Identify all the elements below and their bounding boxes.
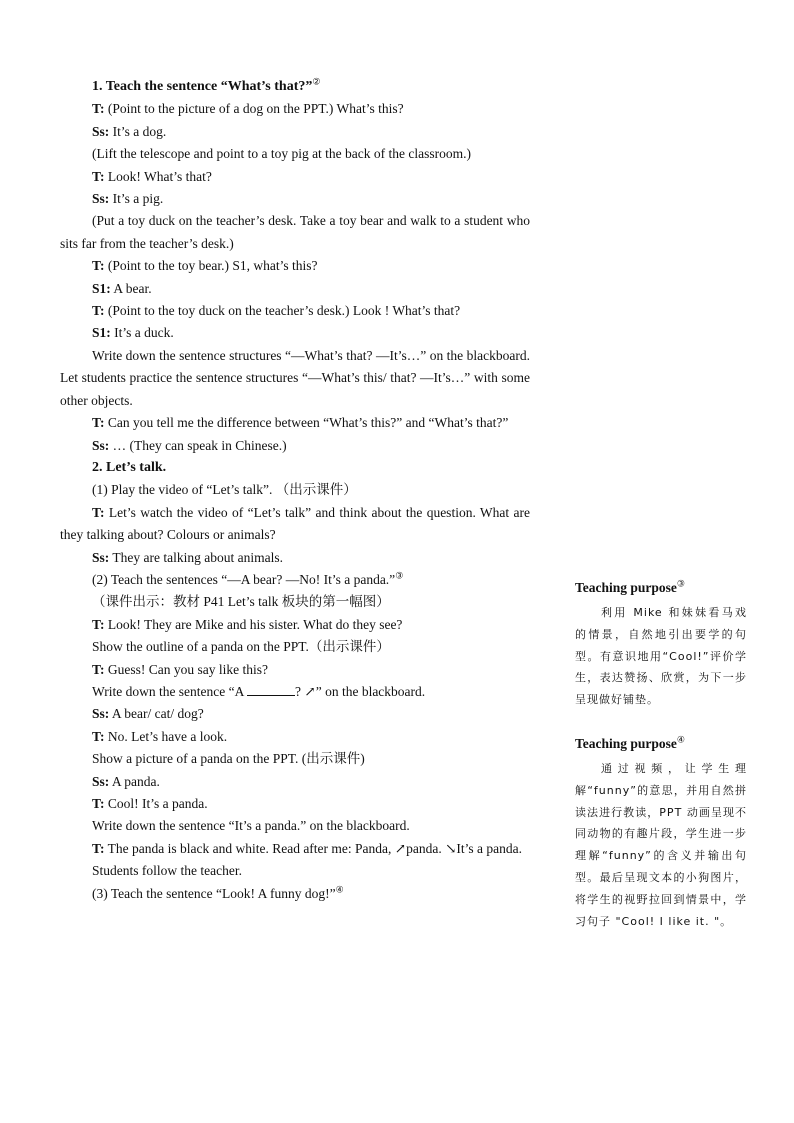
speaker-label: Ss:: [92, 191, 110, 207]
dialogue-line: [60, 412, 530, 434]
line-text: (Point to the picture of a dog on the PPT.) What’s this?: [104, 101, 404, 117]
speaker-label: S1:: [92, 280, 111, 296]
dialogue-line: [60, 345, 530, 412]
speaker-label: T:: [92, 415, 105, 431]
teaching-purpose-title: Teaching purpose④: [575, 734, 685, 751]
line-text: (Point to the toy bear.) S1, what’s this?: [104, 258, 318, 274]
speaker-label: T:: [92, 840, 105, 856]
footnote-mark: ②: [312, 76, 321, 87]
dialogue-line: [60, 166, 530, 188]
teaching-purpose-body: 通过视频，让学生理解“funny”的意思，并用自然拼读法进行教读，PPT 动画呈现不同动物的有趣片段，学生进一步理解“funny”的含义并输出句型。最后呈现文本的小狗图片，将学生的视野拉回到情景中，学习句子 "Cool! I like it. "。: [575, 762, 747, 928]
footnote-mark: ③: [395, 570, 404, 581]
dialogue-line: [60, 614, 530, 636]
speaker-label: T:: [92, 616, 105, 632]
line-text: (Put a toy duck on the teacher’s desk. Take a toy bear and walk to a student who sits far from the teacher’s desk.): [60, 213, 530, 251]
line-text: They are talking about animals.: [109, 549, 283, 565]
dialogue-line: [60, 479, 530, 501]
line-text: Cool! It’s a panda.: [104, 796, 208, 811]
dialogue-line: [60, 793, 530, 815]
dialogue-line: [60, 322, 530, 344]
line-text: Let’s watch the video of “Let’s talk” and think about the question. What are they talking about? Colours or animals?: [60, 504, 530, 543]
dialogue-line: [60, 703, 530, 725]
dialogue-line: [60, 748, 530, 770]
dialogue-line: [60, 435, 530, 457]
dialogue-block-2a: [60, 479, 530, 569]
line-text: Look! They are Mike and his sister. What do they see?: [104, 616, 403, 632]
line-text: （课件出示：教材 P41 Let’s talk 板块的第一幅图）: [92, 594, 390, 610]
speaker-label: Ss:: [92, 706, 110, 722]
dialogue-line: [60, 547, 530, 569]
line-text: It’s a pig.: [109, 191, 164, 207]
dialogue-line: [60, 278, 530, 300]
dialogue-line: [60, 121, 530, 143]
dialogue-line: [60, 636, 530, 658]
write-blank-line: Write down the sentence “A ? ↗” on the blackboard.: [92, 683, 426, 699]
speaker-label: T:: [92, 303, 105, 319]
speaker-label: Ss:: [92, 549, 110, 565]
dialogue-block-2b: [60, 591, 530, 681]
dialogue-block-2c: [60, 703, 530, 882]
dialogue-block-1: [60, 98, 530, 457]
line-text: Look! What’s that?: [104, 168, 212, 184]
teaching-purpose-title: Teaching purpose③: [575, 578, 685, 595]
line-text: The panda is black and white. Read after me: Panda, ↗panda. ↘It’s a panda.: [104, 840, 522, 856]
teaching-purpose-4: [575, 736, 747, 932]
line-text: Guess! Can you say like this?: [104, 661, 268, 677]
dialogue-line: [60, 210, 530, 255]
dialogue-line: [60, 591, 530, 613]
dialogue-line: [60, 300, 530, 322]
line-text: A bear/ cat/ dog?: [109, 706, 204, 722]
section-heading-2: 2. Let’s talk.: [92, 459, 167, 475]
teach-step-3: (3) Teach the sentence “Look! A funny dog!”④: [92, 884, 344, 901]
teaching-purpose-3: [575, 580, 747, 710]
line-text: Write down the sentence “It’s a panda.” on the blackboard.: [92, 818, 410, 834]
dialogue-line: [60, 255, 530, 277]
speaker-label: Ss:: [92, 773, 110, 789]
speaker-label: Ss:: [92, 123, 110, 139]
line-text: It’s a dog.: [109, 123, 167, 139]
line-text: It’s a duck.: [110, 325, 174, 341]
line-text: Show a picture of a panda on the PPT. (出示课件): [92, 751, 365, 767]
line-text: (Lift the telescope and point to a toy pig at the back of the classroom.): [92, 146, 472, 162]
dialogue-line: [60, 860, 530, 882]
dialogue-line: [60, 98, 530, 120]
main-column: [60, 76, 530, 905]
dialogue-line: [60, 502, 530, 547]
speaker-label: T:: [92, 168, 105, 184]
dialogue-line: [60, 771, 530, 793]
line-text: Write down the sentence structures “—What’s that? —It’s…” on the blackboard. Let students practice the sentence structures “—What’s this/ that? —It’s…” with some other objects.: [60, 347, 530, 408]
dialogue-line: [60, 838, 530, 860]
dialogue-line: [60, 815, 530, 837]
line-text: … (They can speak in Chinese.): [109, 437, 287, 453]
speaker-label: T:: [92, 504, 105, 520]
dialogue-line: [60, 659, 530, 681]
fill-blank: [247, 683, 295, 696]
line-text: (1) Play the video of “Let’s talk”. （出示课件）: [92, 482, 357, 498]
speaker-label: S1:: [92, 325, 111, 341]
speaker-label: T:: [92, 728, 105, 744]
section-heading-1: 1. Teach the sentence “What’s that?”②: [92, 76, 321, 94]
footnote-mark: ④: [335, 884, 344, 895]
dialogue-line: [60, 143, 530, 165]
line-text: (Point to the toy duck on the teacher’s desk.) Look ! What’s that?: [104, 303, 461, 319]
speaker-label: T:: [92, 796, 105, 811]
dialogue-line: [60, 188, 530, 210]
speaker-label: T:: [92, 258, 105, 274]
line-text: Can you tell me the difference between “What’s this?” and “What’s that?”: [104, 415, 509, 431]
speaker-label: T:: [92, 101, 105, 117]
line-text: A bear.: [110, 280, 152, 296]
teaching-purpose-body: 利用 Mike 和妹妹看马戏的情景，自然地引出要学的句型。有意识地用“Cool!”评价学生，表达赞扬、欣赏，为下一步呈现做好铺垫。: [575, 606, 747, 707]
speaker-label: T:: [92, 661, 105, 677]
line-text: Students follow the teacher.: [92, 863, 242, 879]
line-text: A panda.: [109, 773, 160, 789]
dialogue-line: [60, 726, 530, 748]
line-text: Show the outline of a panda on the PPT.（出示课件）: [92, 639, 390, 655]
teach-step-2: (2) Teach the sentences “—A bear? —No! It’s a panda.”③: [92, 570, 404, 587]
line-text: No. Let’s have a look.: [104, 728, 228, 744]
speaker-label: Ss:: [92, 437, 110, 453]
